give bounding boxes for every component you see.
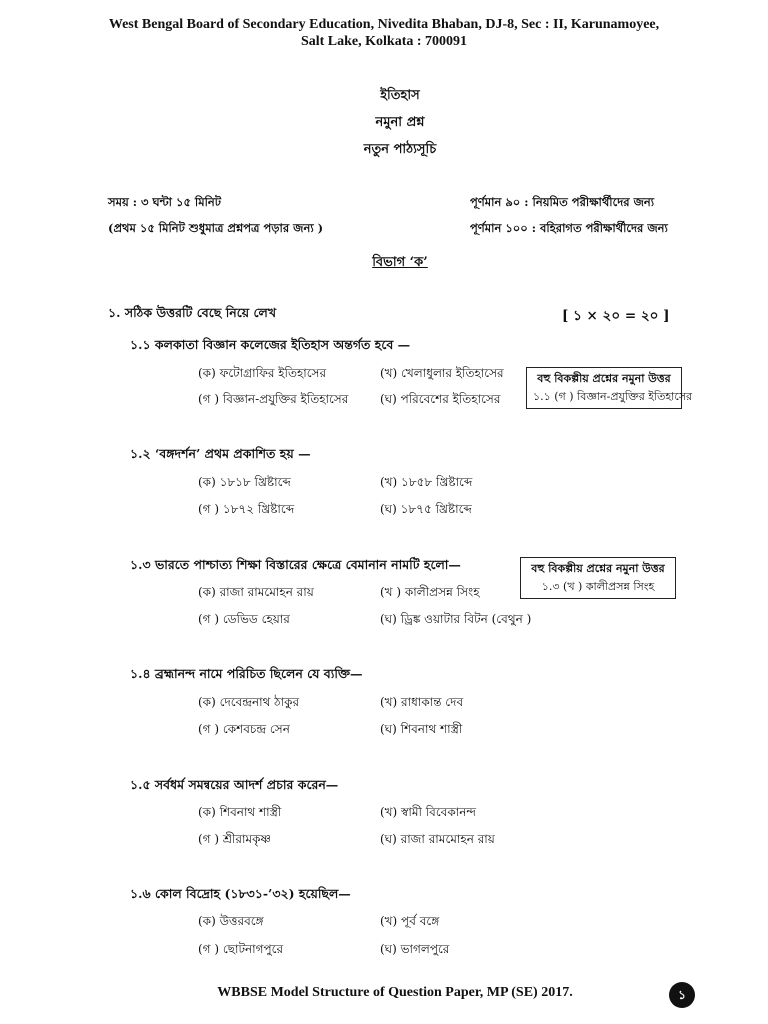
option-1-3-d: (ঘ) ড্রিঙ্ক ওয়াটার বিটন (বেথুন ) — [380, 612, 532, 626]
option-1-6-a: (ক) উত্তরবঙ্গে — [198, 914, 264, 928]
question-1-5: ১.৫ সর্বধর্ম সমন্বয়ের আদর্শ প্রচার করেন— — [130, 777, 339, 792]
option-1-4-d: (ঘ) শিবনাথ শাস্ত্রী — [380, 722, 463, 736]
option-1-2-a: (ক) ১৮১৮ খ্রিষ্টাব্দে — [198, 475, 291, 489]
answer-box-2-title: বহু বিকল্পীয় প্রশ্নের নমুনা উত্তর — [531, 562, 665, 575]
full-marks-regular: পূর্ণমান ৯০ : নিয়মিত পরীক্ষার্থীদের জন্য — [470, 195, 655, 209]
option-1-1-d: (ঘ) পরিবেশের ইতিহাসের — [380, 392, 501, 406]
option-1-5-a: (ক) শিবনাথ শাস্ত্রী — [198, 805, 282, 819]
question-1-4: ১.৪ ব্রহ্মানন্দ নামে পরিচিত ছিলেন যে ব্যক্তি— — [130, 666, 363, 681]
option-1-1-a: (ক) ফটোগ্রাফির ইতিহাসের — [198, 366, 327, 380]
option-1-6-c: (গ ) ছোটনাগপুরে — [198, 942, 284, 956]
option-1-6-b: (খ) পূর্ব বঙ্গে — [380, 914, 440, 928]
question-1-3: ১.৩ ভারতে পাশ্চাত্য শিক্ষা বিস্তারের ক্ষেত্রে বেমানান নামটি হলো— — [130, 557, 461, 572]
option-1-2-d: (ঘ) ১৮৭৫ খ্রিষ্টাব্দে — [380, 502, 472, 516]
exam-duration: সময় : ৩ ঘন্টা ১৫ মিনিট — [108, 195, 222, 209]
option-1-5-d: (ঘ) রাজা রামমোহন রায় — [380, 832, 495, 846]
syllabus-label: নতুন পাঠ্যসূচি — [363, 142, 437, 157]
instruction-marks: [ ১ × ২০ = ২০ ] — [562, 308, 670, 324]
option-1-1-c: (গ ) বিজ্ঞান-প্রযুক্তির ইতিহাসের — [198, 392, 349, 406]
question-1-2: ১.২ ‘বঙ্গদর্শন’ প্রথম প্রকাশিত হয় — — [130, 446, 311, 461]
question-1-6: ১.৬ কোল বিদ্রোহ (১৮৩১-’৩২) হয়েছিল— — [130, 886, 351, 901]
option-1-5-c: (গ ) শ্রীরামকৃষ্ণ — [198, 832, 271, 846]
answer-box-1-answer: ১.১ (গ ) বিজ্ঞান-প্রযুক্তির ইতিহাসের — [533, 390, 693, 403]
answer-box-1 — [526, 367, 693, 409]
option-1-4-b: (খ) রাধাকান্ত দেব — [380, 695, 464, 709]
answer-box-1-title: বহু বিকল্পীয় প্রশ্নের নমুনা উত্তর — [537, 372, 671, 385]
question-1-1: ১.১ কলকাতা বিজ্ঞান কলেজের ইতিহাস অন্তর্গত হবে — — [130, 337, 411, 352]
answer-box-2-answer: ১.৩ (খ ) কালীপ্রসন্ন সিংহ — [541, 580, 655, 593]
subject-title: ইতিহাস — [380, 88, 420, 103]
option-1-3-b: (খ ) কালীপ্রসন্ন সিংহ — [380, 585, 480, 599]
footer-text: WBBSE Model Structure of Question Paper, MP (SE) 2017. — [217, 985, 573, 1000]
instruction-text: ১. সঠিক উত্তরটি বেছে নিয়ে লেখ — [108, 305, 277, 320]
answer-box-2 — [520, 557, 676, 599]
page-number: ১ — [669, 982, 695, 1008]
option-1-2-b: (খ) ১৮৫৮ খ্রিষ্টাব্দে — [380, 475, 473, 489]
full-marks-external: পূর্ণমান ১০০ : বহিরাগত পরীক্ষার্থীদের জন্য — [470, 221, 668, 235]
board-address-line-1: West Bengal Board of Secondary Education, Nivedita Bhaban, DJ-8, Sec : II, Karunamoyee, — [108, 17, 660, 32]
board-address-line-2: Salt Lake, Kolkata : 700091 — [300, 34, 468, 49]
section-heading: বিভাগ ‘ক’ — [372, 255, 428, 270]
option-1-1-b: (খ) খেলাধুলার ইতিহাসের — [380, 366, 504, 380]
option-1-4-c: (গ ) কেশবচন্দ্র সেন — [198, 722, 290, 736]
option-1-6-d: (ঘ) ভাগলপুরে — [380, 942, 450, 956]
option-1-4-a: (ক) দেবেন্দ্রনাথ ঠাকুর — [198, 695, 300, 709]
paper-type: নমুনা প্রশ্ন — [375, 115, 425, 130]
option-1-3-a: (ক) রাজা রামমোহন রায় — [198, 585, 314, 599]
option-1-2-c: (গ ) ১৮৭২ খ্রিষ্টাব্দে — [198, 502, 295, 516]
reading-time-note: (প্রথম ১৫ মিনিট শুধুমাত্র প্রশ্নপত্র পড়ার জন্য ) — [108, 221, 324, 235]
option-1-3-c: (গ ) ডেভিড হেয়ার — [198, 612, 290, 626]
option-1-5-b: (খ) স্বামী বিবেকানন্দ — [380, 805, 477, 819]
